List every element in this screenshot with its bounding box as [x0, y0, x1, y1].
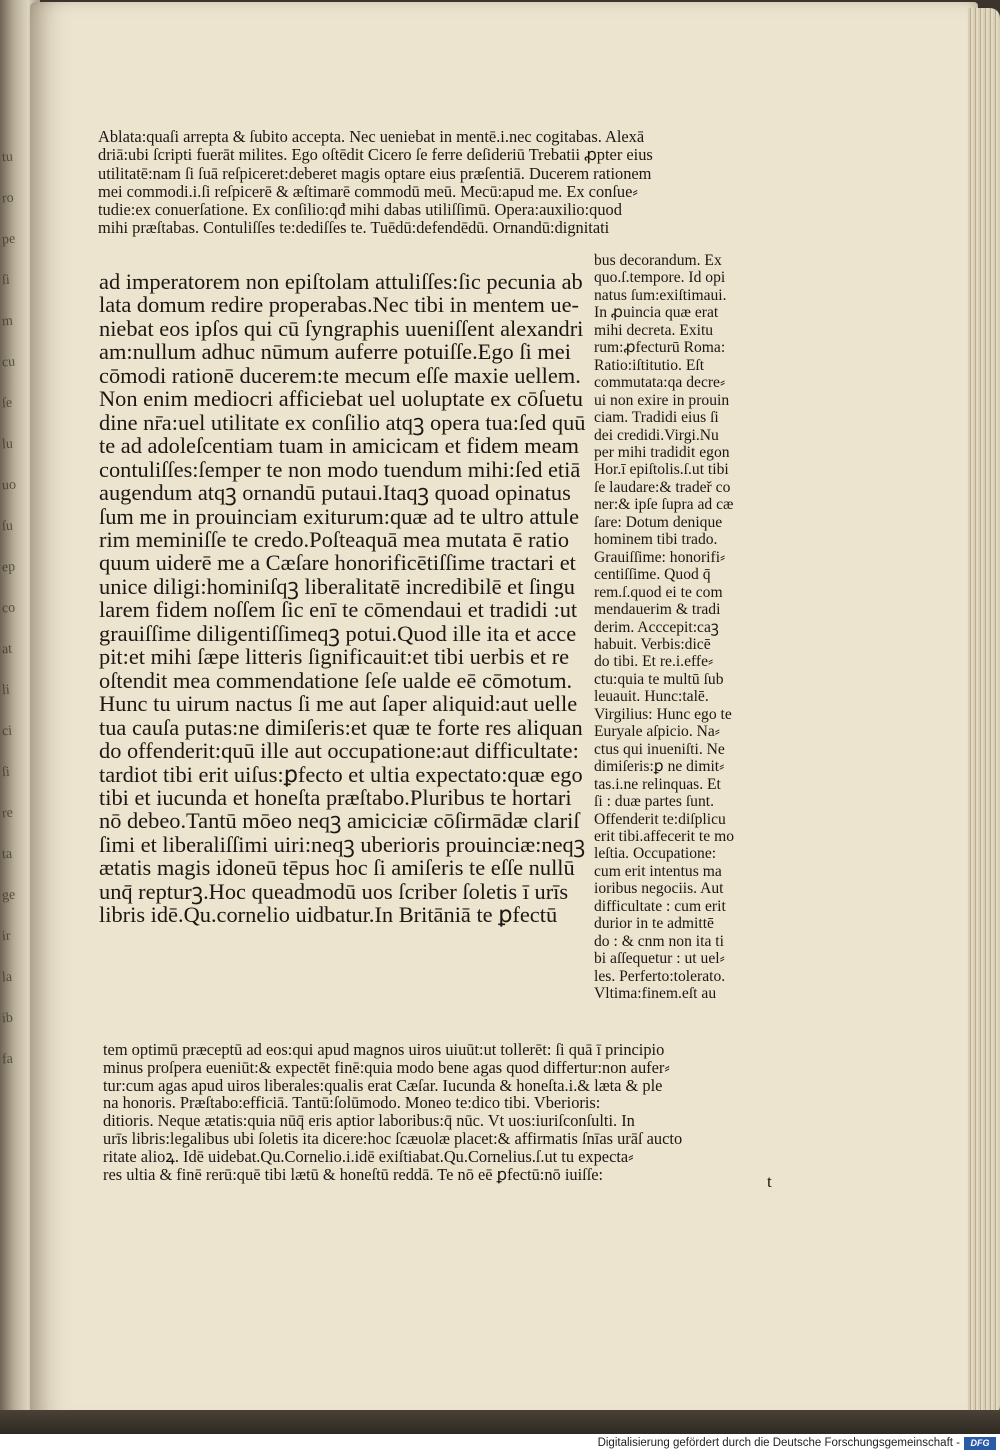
facing-page-fragment: lu [1, 436, 14, 453]
text-line: Offenderit te:diſplicu [594, 810, 726, 828]
text-line: derim. Acccepit:caꝫ [594, 618, 719, 636]
text-line: tudie:ex conuerſatione. Ex conſilio:qđ mihi dabas utiliſſimū. Opera:auxilio:quod [98, 200, 622, 220]
text-line: cum erit intentus ma [594, 862, 722, 880]
text-line: do tibi. Et re.i.effe⸗ [594, 653, 714, 671]
text-line: durior in te admittē [594, 915, 714, 933]
text-line: tibi et iucunda et honeſta præſtabo.Pluribus te hortari [99, 784, 572, 810]
text-line: libris idē.Qu.cornelio uidbatur.In Britāniā te ꝑfectū [99, 902, 558, 928]
text-line: Ratio:iſtitutio. Eſt [594, 356, 705, 374]
text-line: unq̄ repturꝫ.Hoc queadmodū uos ſcriber ſoletis ī urīs [99, 878, 569, 904]
facing-page-fragment: ſu [1, 518, 14, 535]
text-line: leſtia. Occupatione: [594, 845, 717, 863]
text-line: tua cauſa putas:ne dimiſeris:et quæ te forte res aliquan [99, 714, 583, 740]
text-line: dine nr̄a:uel utilitate ex conſilio atqꝫ opera tua:ſed quū [99, 409, 586, 435]
bottom-commentary [103, 1041, 682, 1183]
facing-page-fragment: cu [1, 354, 16, 371]
text-line: rum:ꝓfecturū Roma: [594, 339, 726, 357]
facing-page-fragment: uo [1, 477, 17, 494]
text-line: ſi : duæ partes ſunt. [594, 793, 714, 811]
text-line: rem.ſ.quod ei te com [594, 583, 723, 601]
facing-page-fragment: ta [1, 846, 13, 863]
text-line: minus proſpera eueniūt:& expectēt finē:quia modo bene agas quod differtur:non aufer⸗ [103, 1057, 670, 1077]
text-line: ſum me in prouinciam exiturum:quæ ad te ultro attule [99, 503, 580, 529]
footer-credit: Digitalisierung gefördert durch die Deutsche Forschungsgemeinschaft - [597, 1437, 960, 1449]
facing-page-fragment: li [1, 682, 11, 699]
text-line: unice diligi:hominiſqꝫ liberalitatē incredibilē et ſingu [99, 573, 575, 599]
text-line: commutata:qa decre⸗ [594, 374, 726, 392]
text-line: ſe laudare:& tradeř co [594, 478, 731, 496]
digitization-footer [0, 1434, 1000, 1454]
text-line: niebat eos ipſos qui cū ſyngraphis uueniſſent alexandri [99, 315, 584, 341]
text-line: ctus qui inueniſti. Ne [594, 740, 725, 758]
text-line: difficultate : cum erit [594, 897, 726, 915]
facing-page-fragment: fa [1, 1051, 14, 1068]
text-line: leuauit. Hunc:talē. [594, 688, 709, 706]
text-line: natus ſum:exiſtimaui. [594, 286, 727, 304]
page-block-edges [968, 8, 1000, 1416]
text-line: per mihi tradidit egon [594, 443, 730, 461]
text-line: do : & cnm non ita ti [594, 932, 724, 950]
main-text-block [99, 270, 585, 927]
text-line: cōmodi rationē ducerem:te mecum eſſe maxie uellem. [99, 362, 581, 388]
text-line: Vltima:finem.eſt au [594, 985, 717, 1003]
facing-page-fragment: ge [1, 887, 16, 904]
text-line: erit tibi.affecerit te mo [594, 827, 734, 845]
text-line: centiſſime. Quod q̄ [594, 566, 711, 584]
text-line: na honoris. Præſtabo:efficiā. Tantū:ſolūmodo. Moneo te:dico tibi. Vberioris: [103, 1093, 601, 1113]
text-line: bus decorandum. Ex [594, 252, 722, 269]
text-line: ui non exire in prouin [594, 391, 730, 409]
text-line: larem fidem noſſem ſic enī te cōmendaui et tradidi :ut [99, 597, 578, 623]
text-line: In ꝓuincia quæ erat [594, 304, 719, 322]
text-line: tas.i.ne relinquas. Et [594, 775, 721, 793]
facing-page-fragment: ro [1, 190, 15, 207]
text-line: oſtendit mea commendatione ſeſe ualde eē cōmotum. [99, 667, 573, 693]
facing-page-fragment: ſi [1, 764, 11, 781]
text-line: tem optimū præceptū ad eos:qui apud magnos uiros uiuūt:ut tollerēt: ſi quā ī principio [103, 1040, 665, 1059]
facing-page-fragment: co [1, 600, 16, 617]
text-line: res ultia & finē rerū:quē tibi lætū & honeſtū reddā. Te nō eē ꝑfectū:nō iuiſſe: [103, 1164, 604, 1184]
text-line: dimiſeris:ꝑ ne dimit⸗ [594, 758, 725, 776]
text-line: driā:ubi ſcripti fuerāt milites. Ego oſtēdit Cicero ſe ferre deſideriū Trebatii ꝓpter eius [98, 145, 653, 165]
text-line: augendum atqꝫ ornandū putaui.Itaqꝫ quoad opinatus [99, 480, 571, 506]
facing-page-fragment: ir [1, 928, 12, 945]
text-line: tardiot tibi erit uiſus:ꝑfecto et ultia expectato:quæ ego [99, 761, 583, 787]
text-line: habuit. Verbis:dicē [594, 635, 711, 653]
facing-page-fragment: re [1, 805, 14, 822]
text-line: ditioris. Neque ætatis:quia nūq̄ eris aptior laboribus:q̄ nūc. Vt uos:iuriſconſulti. In [103, 1111, 635, 1131]
text-line: ioribus negociis. Aut [594, 880, 724, 898]
facing-page-fragment: la [1, 969, 13, 986]
text-line: te ad adoleſcentiam tuam in amicicam et fidem meam [99, 433, 579, 459]
text-line: mei commodi.i.ſi reſpicerē & æſtimarē commodū meū. Mecū:apud me. Ex conſue⸗ [98, 181, 638, 201]
dfg-logo: DFG [964, 1437, 996, 1450]
text-line: quo.ſ.tempore. Id opi [594, 269, 726, 287]
text-line: ſimi et liberaliſſimi uiri:neqꝫ uberioris prouinciæ:neqꝫ [99, 831, 586, 857]
facing-page-fragment: ſe [1, 395, 13, 412]
text-line: do offenderit:quū ille aut occupatione:aut difficultate: [99, 738, 579, 764]
facing-page-fragment: tu [1, 149, 14, 166]
text-line: mihi decreta. Exitu [594, 321, 714, 339]
text-line: ciam. Tradidi eius ſi [594, 409, 719, 427]
text-line: tur:cum agas apud uiros liberales:qualis erat Cæſar. Iucunda & honeſta.i.& læta & ple [103, 1075, 663, 1095]
text-line: Hor.ī epiſtolis.ſ.ut tibi [594, 461, 729, 479]
text-line: Non enim mediocri afficiebat uel uoluptate ex cōſuetu [99, 386, 583, 412]
text-line: ætatis magis idoneū tēpus hoc ſi amiſeris te eſſe nullū [99, 855, 575, 881]
text-line: am:nullum adhuc nūmum auferre potuiſſe.Ego ſi mei [99, 339, 571, 365]
facing-page-fragment: ſi [1, 272, 11, 289]
text-line: Hunc tu uirum nactus ſi me aut ſaper aliquid:aut uelle [99, 691, 578, 717]
text-line: Ablata:quaſi arrepta & ſubito accepta. Nec ueniebat in mentē.i.nec cogitabas. Alexā [98, 127, 645, 146]
text-line: quum uiderē me a Cæſare honorificētiſſime tractari et [99, 550, 576, 576]
facing-page-fragment: ep [1, 559, 16, 576]
text-line: Grauiſſime: honorifi⸗ [594, 548, 726, 566]
text-line: ctu:quia te multū ſub [594, 670, 724, 688]
text-line: ner:& ipſe ſupra ad cæ [594, 496, 734, 514]
text-line: mendauerim & tradi [594, 601, 721, 619]
text-line: rim meminiſſe te credo.Poſteaquā mea mutata ē ratio [99, 526, 570, 552]
text-line: grauiſſime diligentiſſimeqꝫ potui.Quod ille ita et acce [99, 620, 577, 646]
facing-page-fragment: ci [1, 723, 13, 740]
top-commentary [98, 128, 653, 238]
text-line: lata domum redire properabas.Nec tibi in mentem ue- [99, 292, 579, 318]
text-line: pit:et mihi ſæpe litteris ſignificauit:et tibi uerbis et re [99, 644, 570, 670]
text-line: urīs libris:legalibus ubi ſoletis ita dicere:hoc ſcæuolæ placet:& affirmatis ſnīas urāſ aucto [103, 1128, 683, 1148]
text-line: ſare: Dotum denique [594, 513, 723, 531]
text-line: ritate alioꝝ. Idē uidebat.Qu.Cornelio.i.idē exiſtiabat.Qu.Cornelius.ſ.ut tu expecta⸗ [103, 1146, 634, 1166]
facing-page-fragment: pe [1, 231, 16, 248]
text-line: mihi præſtabas. Contuliſſes te:dediſſes te. Tuēdū:defendēdū. Ornandū:dignitati [98, 218, 610, 238]
text-line: hominem tibi trado. [594, 531, 718, 549]
side-commentary [594, 252, 734, 1002]
text-line: dei credidi.Virgi.Nu [594, 426, 719, 444]
text-line: bi aſſequetur : ut uel⸗ [594, 950, 725, 968]
facing-page-fragment: at [1, 641, 13, 658]
text-line: utilitatē:nam ſi ſuā reſpiceret:deberet magis optare eius præſentiā. Ducerem rationem [98, 163, 652, 183]
text-line: contuliſſes:ſemper te non modo tuendum mihi:ſed etiā [99, 456, 581, 482]
facing-page-fragment: ib [1, 1010, 14, 1027]
text-line: nō debeo.Tantū mōeo neqꝫ amiciciæ cōſirmādæ clariſ [99, 808, 580, 834]
signature-mark: t [767, 1172, 772, 1191]
text-line: les. Perferto:tolerato. [594, 967, 726, 985]
scan-shadow [0, 1410, 1000, 1434]
text-line: Euryale aſpicio. Na⸗ [594, 723, 720, 741]
text-line: ad imperatorem non epiſtolam attuliſſes:ſic pecunia ab [99, 269, 583, 294]
facing-page-fragment: m [1, 313, 14, 330]
text-line: Virgilius: Hunc ego te [594, 705, 732, 723]
